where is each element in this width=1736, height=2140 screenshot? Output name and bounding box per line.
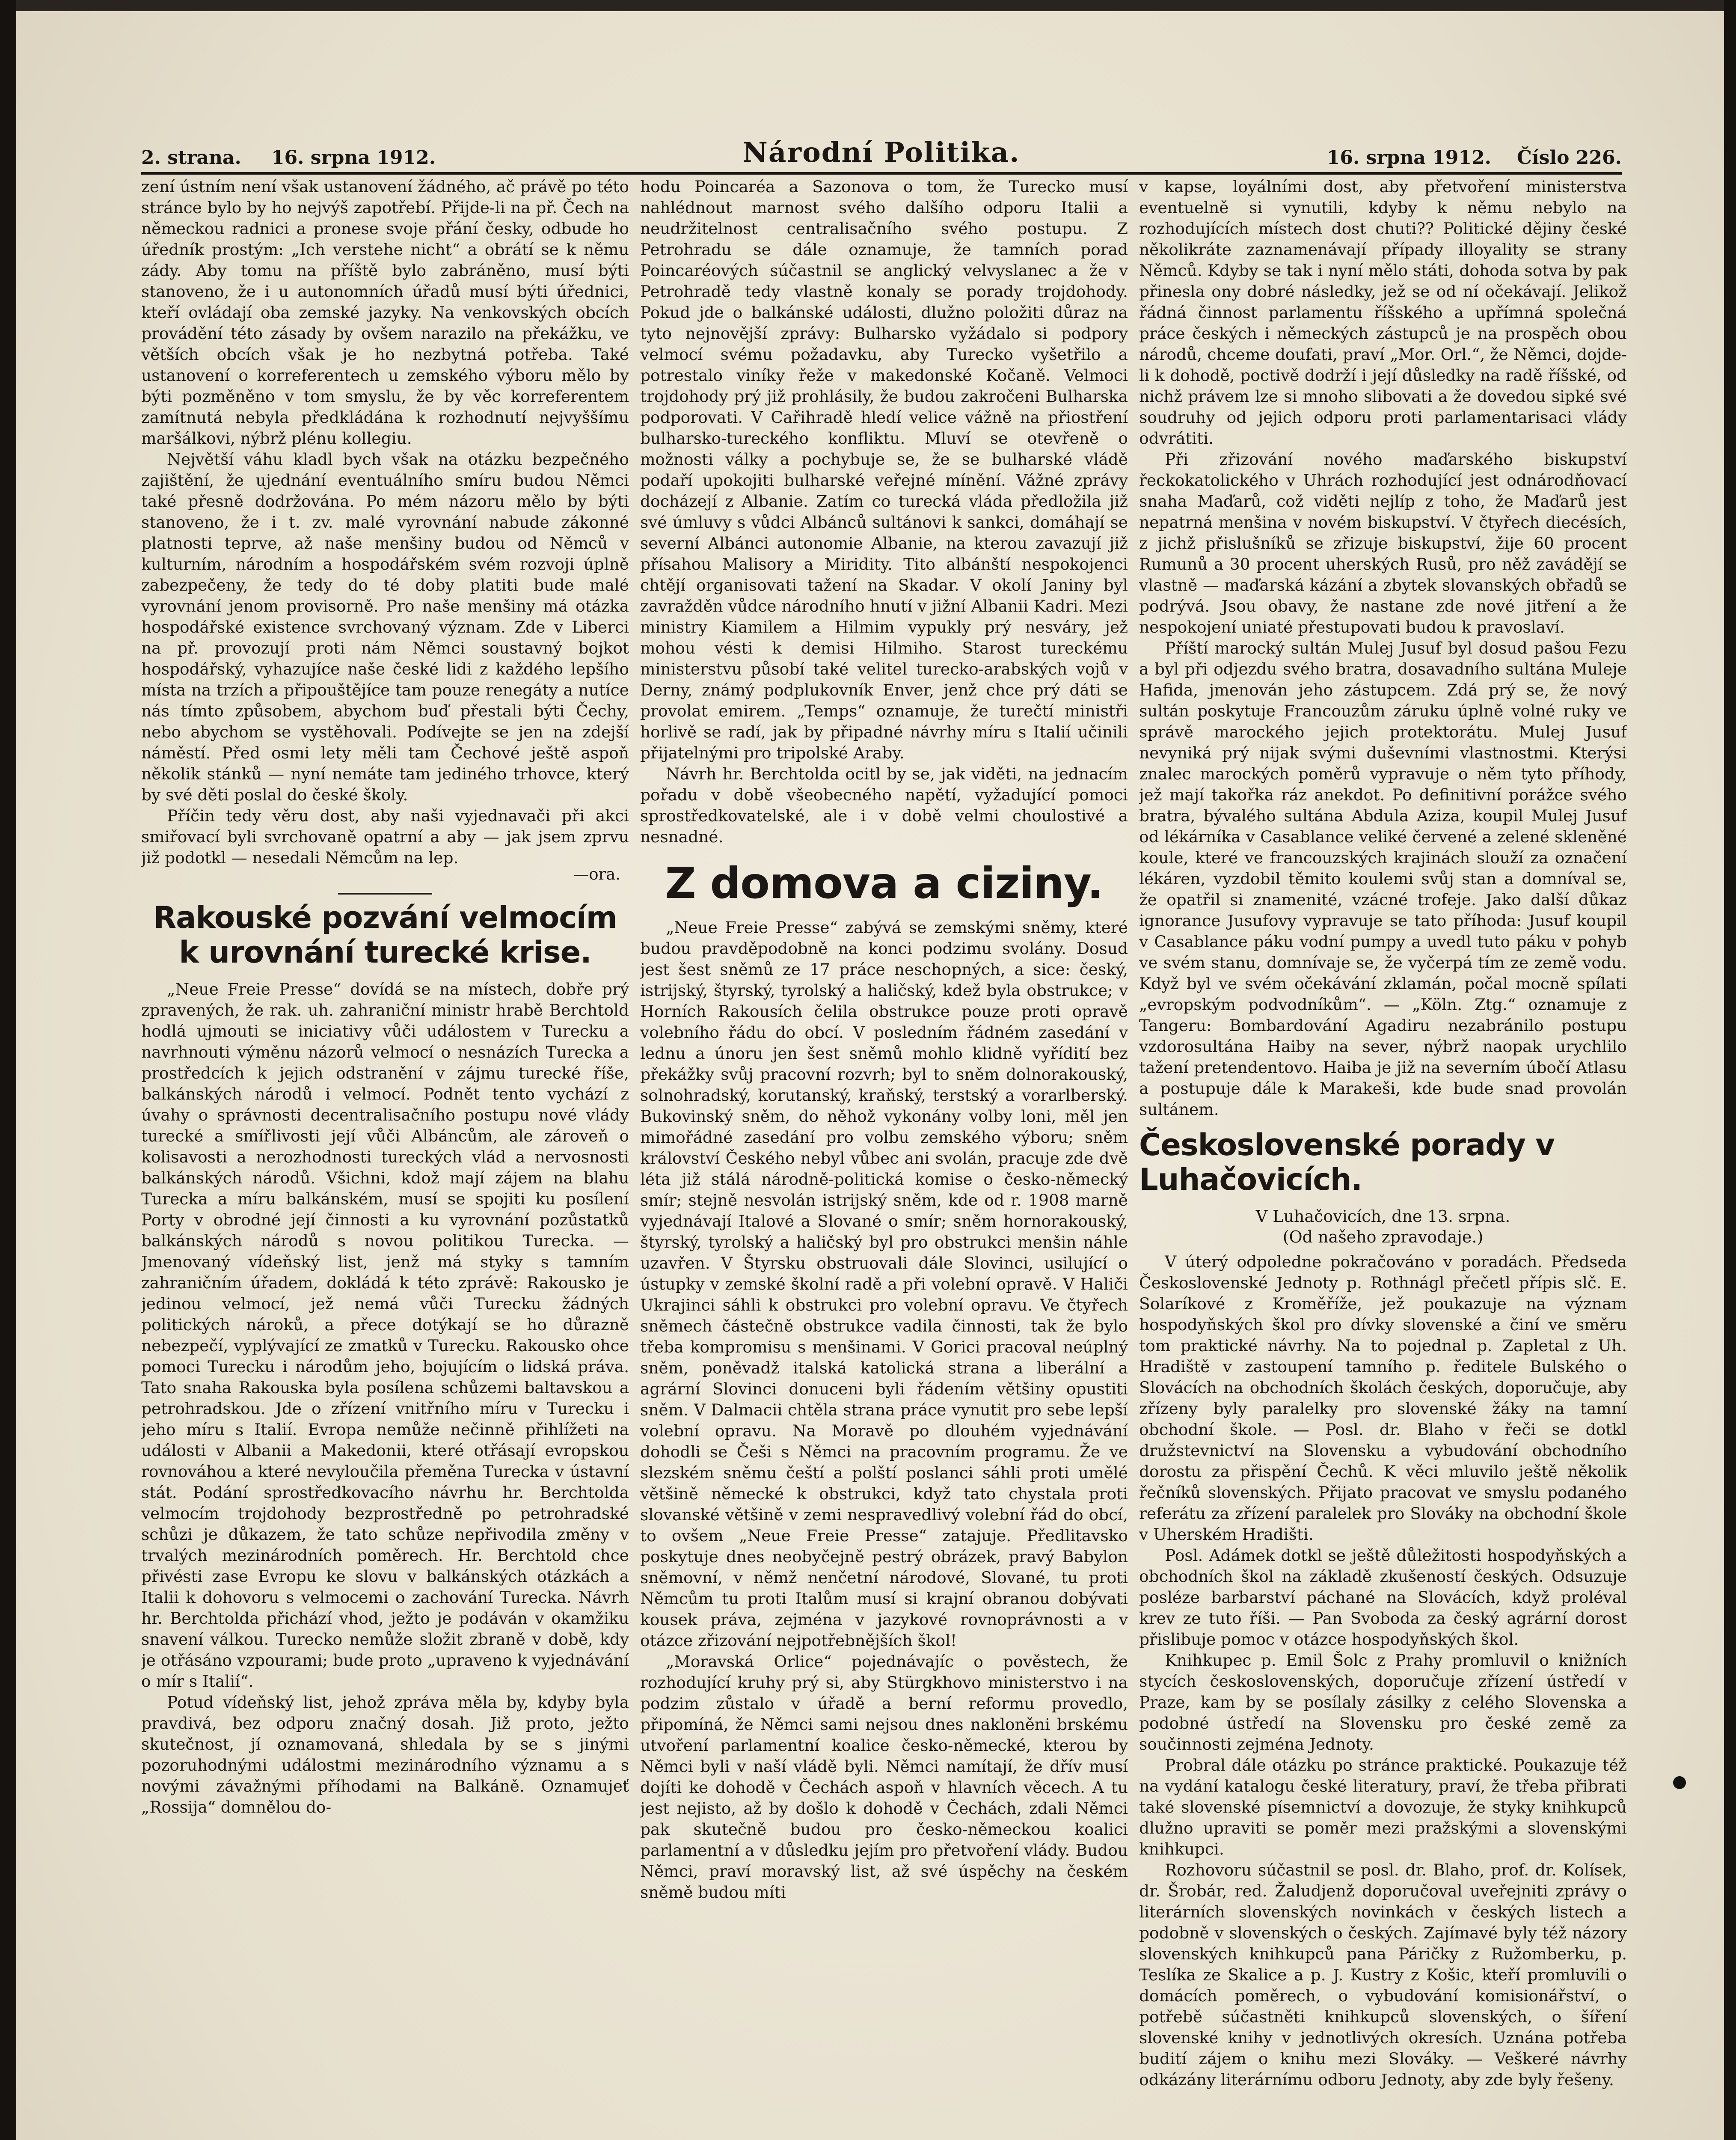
- correspondent-note: (Od našeho zpravodaje.): [1282, 1228, 1484, 1246]
- article-paragraph: Největší váhu kladl bych však na otázku bezpečného zajištění, že ujednání eventuálního smíru budou Němci také přesně dodržována. Po mém názoru mělo by býti stanoveno, že i t. zv. malé vyrovnání nabude zákonné platnosti teprve, až naše menšiny budou od Němců v kulturním, národním a hospodářském svém rozvoji úplně zabezpečeny, že tedy do té doby platiti bude malé vyrovnání jenom provisorně. Pro naše menšiny má otázka hospodářské existence svrchovaný význam. Zde v Liberci na př. provozují proti nám Němci soustavný bojkot hospodářský, vyhazujíce naše české lidi z každého lepšího místa na trzích a připouštějíce tam pouze renegáty a nutíce nás tímto způsobem, abychom buď přestali býti Čechy, nebo abychom se vystěhovali. Podívejte se jen na zdejší náměstí. Před osmi lety měli tam Čechové ještě aspoň několik stánků — nyní nemáte tam jediného trhovce, který by své děti poslal do české školy.: [141, 450, 629, 804]
- column-3: [1139, 176, 1627, 2140]
- scan-edge-left: [0, 0, 16, 2140]
- article-paragraph: Příští marocký sultán Mulej Jusuf byl dosud pašou Fezu a byl při odjezdu svého bratra, dosavadního sultána Muleje Hafida, jmenován jeho zástupcem. Zdá prý se, že nový sultán poskytuje Francouzům záruku úplně volné ruky ve správě marockého jejich protektorátu. Mulej Jusuf nevyniká prý nijak svými duševními vlastnostmi. Kterýsi znalec marockých poměrů vypravuje o něm tyto příhody, jež mají takořka ráz anekdot. Po definitivní porážce svého bratra, bývalého sultána Abdula Aziza, koupil Mulej Jusuf od lékárníka v Casablance veliké červené a zelené skleněné koule, které ve francouzských krajinách slouží za označení lékáren, vyzdobil těmito koulemi svůj stan a domníval se, že opatřil si znamenité, vzácné trofeje. Jako další důkaz ignorance Jusufovy vypravuje se tato příhoda: Jusuf koupil v Casablance páku vodní pumpy a uvedl tuto páku v pohyb ve svém stanu, domnívaje se, že vyčerpá tím ze země vodu. Když byl ve svém očekávání zklamán, počal mocně spílati „evropským podvodníkům“. — „Köln. Ztg.“ oznamuje z Tangeru: Bombardování Agadiru nezabránilo postupu vzdorosultána Haiby na sever, nýbrž naopak urychlilo tažení pretendentovo. Haiba je již na severním úbočí Atlasu a postupuje dále k Marakeši, kde bude snad provolán sultánem.: [1139, 639, 1627, 1119]
- article-paragraph: „Moravská Orlice“ pojednávajíc o pověstech, že rozhodující kruhy prý si, aby Stürgkhovo ministerstvo i na podzim zůstalo v úřadě a berní reformu provedlo, připomíná, že Němci sami nejsou dnes nakloněni brskému utvoření parlamentní koalice česko-německé, kterou by Němci byli v naší vládě byli. Němci namítají, že dřív musí dojíti ke dohodě v Čechách aspoň v hlavních věcech. A tu jest nejisto, až by došlo k dohodě v Čechách, zdali Němci pak skutečně budou pro česko-německou koalici parlamentní a v důsledku jejím pro přetvoření vlády. Budou Němci, praví moravský list, až své úspěchy na českém sněmě budou míti: [640, 1652, 1128, 1902]
- article-paragraph: hodu Poincaréa a Sazonova o tom, že Turecko musí nahlédnout marnost svého dalšího odporu Italii a neudržitelnost centralisačního svého postupu. Z Petrohradu se dále oznamuje, že tamních porad Poincaréových súčastnil se anglický velvyslanec a že v Petrohradě tedy vlastně konaly se porady trojdohody. Pokud jde o balkánské události, dlužno položiti důraz na tyto nejnovější zprávy: Bulharsko vyžádalo si podpory velmocí svému požadavku, aby Turecko vyšetřilo a potrestalo viníky řeže v makedonské Kočaně. Velmoci trojdohody prý již prohlásily, že budou zakročeni Bulharska podporovati. V Cařihradě hledí velice vážně na přiostření bulharsko-tureckého konfliktu. Mluví se otevřeně o možnosti války a pochybuje se, že se bulharské vládě podaří upokojiti bulharské veřejné mínění. Vážné zprávy docházejí z Albanie. Zatím co turecká vláda předložila již své úmluvy s vůdci Albánců sultánovi k sankci, domáhají se severní Albánci autonomie Albanie, na kterou zavazují již přísahou Malisory a Miridity. Tito albánští nespokojenci chtějí organisovati tažení na Skadar. V okolí Janiny byl zavražděn vůdce národního hnutí v jižní Albanii Kadri. Mezi ministry Kiamilem a Hilmim vypukly prý nesváry, jež mohou vésti k demisi Hilmiho. Starost tureckému ministerstvu působí také velitel turecko-arabských vojů v Derny, známý podplukovník Enver, jenž chce prý dáti se provolat emirem. „Temps“ oznamuje, že turečtí ministři horlivě se radí, jak by připadné návrhy míru s Italií učinili přijatelnými pro tripolské Araby.: [640, 177, 1128, 762]
- article-paragraph: v kapse, loyálními dost, aby přetvoření ministerstva eventuelně si vynutili, kdyby k němu nebylo na rozhodujících místech dost chuti?? Politické dějiny české několikráte zaznamenávají případy illoyality se strany Němců. Kdyby se tak i nyní mělo státi, dohoda sotva by pak přinesla ony dobré následky, jež se od ní očekávají. Jelikož řádná činnost parlamentu říšského a upřímná společná práce českých i německých zástupců je na prospěch obou národů, chceme doufati, praví „Mor. Orl.“, že Němci, dojde-li k dohodě, poctivě dodrží i její důsledky na radě říšské, od nichž právem lze si mnoho slibovati a že dovedou sipké své soudruhy od jejich odporu proti parlamentarisaci vlády odvrátiti.: [1139, 177, 1627, 448]
- article-paragraph: Potud vídeňský list, jehož zpráva měla by, kdyby byla pravdivá, bez odporu značný dosah. Již proto, ježto skutečnost, jí oznamovaná, shledala by se s jinými pozoruhodnými událostmi mezinárodního významu a s novými závažnými příhodami na Balkáně. Oznamujeť „Rossija“ domnělou do-: [141, 1693, 629, 1816]
- article-paragraph: Při zřizování nového maďarského biskupství řeckokatolického v Uhrách rozhodující jest odnárodňovací snaha Maďarů, což viděti nejlíp z toho, že Maďarů jest nepatrná menšina v novém biskupství. V čtyřech diecésích, z jichž přislušníků se zřizuje biskupství, žije 60 procent Rumunů a 30 procent uherských Rusů, pro něž zavádějí se vlastně — maďarská kázání a zbytek slovanských obřadů se podrývá. Jsou obavy, že nastane zde nové jitření a že nespokojení uniaté přestupovati budou k pravoslaví.: [1139, 450, 1627, 636]
- issue-number: Číslo 226.: [1516, 147, 1622, 169]
- article-paragraph: Probral dále otázku po stránce praktické. Poukazuje též na vydání katalogu české literatury, praví, že třeba přibrati také slovenské písemnictví a dovozuje, že styky knihkupců dlužno upraviti se poměr mezi pražskými a slovenskými knihkupci.: [1139, 1756, 1627, 1858]
- scan-edge-top: [0, 0, 1736, 11]
- article-columns: [141, 176, 1627, 2140]
- article-paragraph: V úterý odpoledne pokračováno v poradách. Předseda Československé Jednoty p. Rothnágl přečetl přípis slč. E. Solaríkové z Kroměříže, jež poukazuje na význam hospodyňských škol pro dívky slovenské a činí ve směru tom praktické návrhy. Na to pojednal p. Zapletal z Uh. Hradiště v zastoupení tamního p. ředitele Bulského o Slovácích na obchodních školách českých, doporučuje, aby zřízeny byly paralelky pro slovenské žáky na tamní obchodní škole. — Posl. dr. Blaho v řeči se dotkl družstevnictví na Slovensku a vybudování obchodního dorostu za přispění Čechů. K věci mluvilo ještě několik řečníků slovenských. Přijato pracovat ve smyslu podaného referátu za zřízení paralelek pro Slováky na obchodní škole v Uherském Hradišti.: [1139, 1252, 1627, 1544]
- article-paragraph: Návrh hr. Berchtolda ocitl by se, jak viděti, na jednacím pořadu v době všeobecného napětí, vyžadující pomoci sprostředkovatelské, ale i v době velmi choulostivé a nesnadné.: [640, 764, 1128, 846]
- article-paragraph: Rozhovoru súčastnil se posl. dr. Blaho, prof. dr. Kolísek, dr. Šrobár, red. Žaludjenž doporučoval uveřejniti zprávy o literárních slovenských novinkách v českých listech a podobně v slovenských o českých. Zajímavé byly též názory slovenských knihkupců pana Páričky z Ružomberku, p. Teslíka ze Skalice a p. J. Kustry z Košic, kteří promluvili o domácích poměrech, o vybudování komisionářství, o potřebě súčastněti knihkupců slovenských, o šíření slovenské knihy v jednotlivých okresích. Uznána potřeba budití zájem o knihu mezi Slováky. — Veškeré návrhy odkázány literárnímu odboru Jednoty, aby zde byly řešeny.: [1139, 1861, 1627, 2089]
- article-paragraph: Posl. Adámek dotkl se ještě důležitosti hospodyňských a obchodních škol na základě zkušeností českých. Odsuzuje posléze barbarství páchané na Slovácích, když proléval krev ze tuto říši. — Pan Svoboda za český agrární dorost přislibuje pomoc v otázce hospodyňských škol.: [1139, 1546, 1627, 1649]
- column-1: [141, 176, 629, 2140]
- article-headline: Československé porady v Luhačovicích.: [1139, 1127, 1555, 1197]
- article-paragraph: zení ústním není však ustanovení žádného, ač právě po této stránce bylo by ho nejvýš zapotřebí. Přijde-li na př. Čech na německou radnici a pronese svoje přání česky, odbude ho úředník prostým: „Ich verstehe nicht“ a obrátí se k němu zády. Aby tomu na příště bylo zabráněno, musí býti stanoveno, že i u autonomních úřadů musí býti úřednici, kteří ovládají oba zemské jazyky. Na venkovských obcích provádění této zásady by ovšem narazilo na překážku, ve větších obcích však je ho nezbytná potřeba. Také ustanovení o korreferentech u zemského výboru mělo by býti pozměněno v tom smyslu, že by věc korreferentem zamítnutá nebyla předkládána k rozhodnutí nejvyššímu maršálkovi, nýbrž plénu kollegiu.: [141, 177, 629, 448]
- section-headline: Z domova a ciziny.: [665, 858, 1103, 908]
- article-paragraph: „Neue Freie Presse“ zabývá se zemskými sněmy, které budou pravděpodobně na konci podzimu svolány. Dosud jest šest sněmů ze 17 práce neschopných, a sice: český, istrijský, štyrský, tyrolský a haličský, kdež byla obstrukce; v Horních Rakousích čelila obstrukce pouze proti opravě volebního řádu do obcí. V posledním řádném zasedání v lednu a únoru jen šest sněmů mohlo klidně vyřídití bez překážky svůj pracovní rozvrh; byl to sněm dolnorakouský, solnohradský, korutanský, kraňský, terstský a vorarlberský. Bukovinský sněm, do něhož vykonány volby loni, měl jen mimořádné zasedání pro volbu zemského výboru; sněm království Českého nebyl vůbec ani svolán, pracuje zde dvě léta již stálá národně-politická komise o česko-německý smír; stejně nesvolán istrijský sněm, kde od r. 1908 marně vyjednávají Italové a Slované o smír; sněm hornorakouský, štyrský, tyrolský a haličský byl pro obstrukci menšin náhle uzavřen. V Štyrsku obstruovali dále Slovinci, usilující o ústupky v zemské školní radě a při volební opravě. V Haliči Ukrajinci sáhli k obstrukci pro volební opravu. Ve čtyřech sněmech částečně obstrukce vadila činnosti, tak že bylo třeba kompromisu s menšinami. V Gorici pracoval neúplný sněm, poněvadž italská katolická strana a liberální a agrární Slovinci donuceni byli řádením většiny opustiti sněm. V Dalmacii chtěla strana práce vynutit pro sebe lepší volební opravu. Na Moravě po dlouhém vyjednávání dohodli se Češi s Němci na pracovním programu. Že ve slezském sněmu čeští a polští poslanci sáhli proti umělé většině německé k obstrukci, když tato chystala proti slovanské většině v zemi nespravedlivý volební řád do obcí, to ovšem „Neue Freie Presse“ zatajuje. Předlitavsko poskytuje dnes neobyčejně pestrý obrázek, pravý Babylon sněmovní, v němž nenčetní národové, Slované, tu proti Němcům tu proti Italům musí si krajní obranou dobývati kousek práva, zejména v jazykové rovnoprávnosti a v otázce zřizování nejpotřebnějších škol!: [640, 918, 1128, 1650]
- page-number: 2. strana.: [141, 147, 241, 169]
- author-signature: —ora.: [573, 865, 620, 883]
- scan-edge-right: [1724, 0, 1736, 2140]
- masthead-title: Národní Politika.: [742, 137, 1020, 169]
- issue-date-left: 16. srpna 1912.: [271, 147, 436, 169]
- column-2: [640, 176, 1128, 2140]
- article-paragraph: Knihkupec p. Emil Šolc z Prahy promluvil o knižních stycích československých, doporučuje zřízení ústředí v Praze, kam by se posílaly zásilky z celého Slovenska a podobné ústředí na Slovensku pro české země za součinnosti zejména Jednoty.: [1139, 1651, 1627, 1754]
- article-paragraph: „Neue Freie Presse“ dovídá se na místech, dobře prý zpravených, že rak. uh. zahraniční ministr hrabě Berchtold hodlá ujmouti se iniciativy vůči událostem v Turecku a navrhnouti výměnu názorů velmocí o nesnázích Turecka a prostředcích k jejich odstranění v zájmu turecké říše, balkánských národů i velmocí. Podnět tento vychází z úvahy o správnosti decentralisačního postupu nové vlády turecké a smířlivosti její vůči Albáncům, ale zároveň o kolisavosti a nerozhodnosti tureckých vlád a nervosnosti balkánských národů. Všichni, kdož mají zájem na blahu Turecka a míru balkánském, musí se spojiti ku posílení Porty v obrodné její činnosti a ku vyrovnání pozůstatků balkánských národů s novou politikou Turecka. — Jmenovaný vídeňský list, jenž má styky s tamním zahraničním úřadem, dokládá k této zprávě: Rakousko je jedinou velmocí, jež nemá vůči Turecku žádných politických nároků, a přece dotýkají se ho důrazně nebezpečí, vyplývající ze zmatků v Turecku. Rakousko ohce pomoci Turecku i národům jeho, bojujícím o lidská práva. Tato snaha Rakouska byla posílena schůzemi baltavskou a petrohradskou. Jde o zřízení vnitřního míru v Turecku i jeho míru s Italií. Evropa nemůže nečinně přihlížeti na události v Albanii a Makedonii, které otřásají evropskou rovnováhou a které nevyloučila přeměna Turecka v ústavní stát. Podání sprostředkovacího návrhu hr. Berchtolda velmocím trojdohody bezprostředně po petrohradské schůzi je důkazem, že tato schůze nepřivodila změny v trvalých mezinárodních poměrech. Hr. Berchtold chce přivésti zase Evropu ke slovu v balkánských otázkách a Italii k dohovoru s velmocemi o zachování Turecka. Návrh hr. Berchtolda přichází vhod, ježto je podáván v okamžiku snavení válkou. Turecko nemůže složit zbraně v době, kdy je otřásáno vzpourami; bude proto „upraveno k vyjednávání o mír s Italií“.: [141, 980, 629, 1691]
- article-headline: Rakouské pozvání velmocím k urovnání turecké krise.: [153, 900, 617, 970]
- page-header: [141, 136, 1622, 175]
- article-paragraph: Příčin tedy věru dost, aby naši vyjednavači při akci smiřovací byli svrchovaně opatrní a aby — jak jsem zprvu již podotkl — nesedali Němcům na lep.: [141, 806, 629, 867]
- section-divider: [338, 893, 432, 895]
- margin-dot: [1673, 1776, 1686, 1789]
- issue-date-right: 16. srpna 1912.: [1326, 147, 1491, 169]
- dateline: V Luhačovicích, dne 13. srpna.: [1255, 1207, 1510, 1226]
